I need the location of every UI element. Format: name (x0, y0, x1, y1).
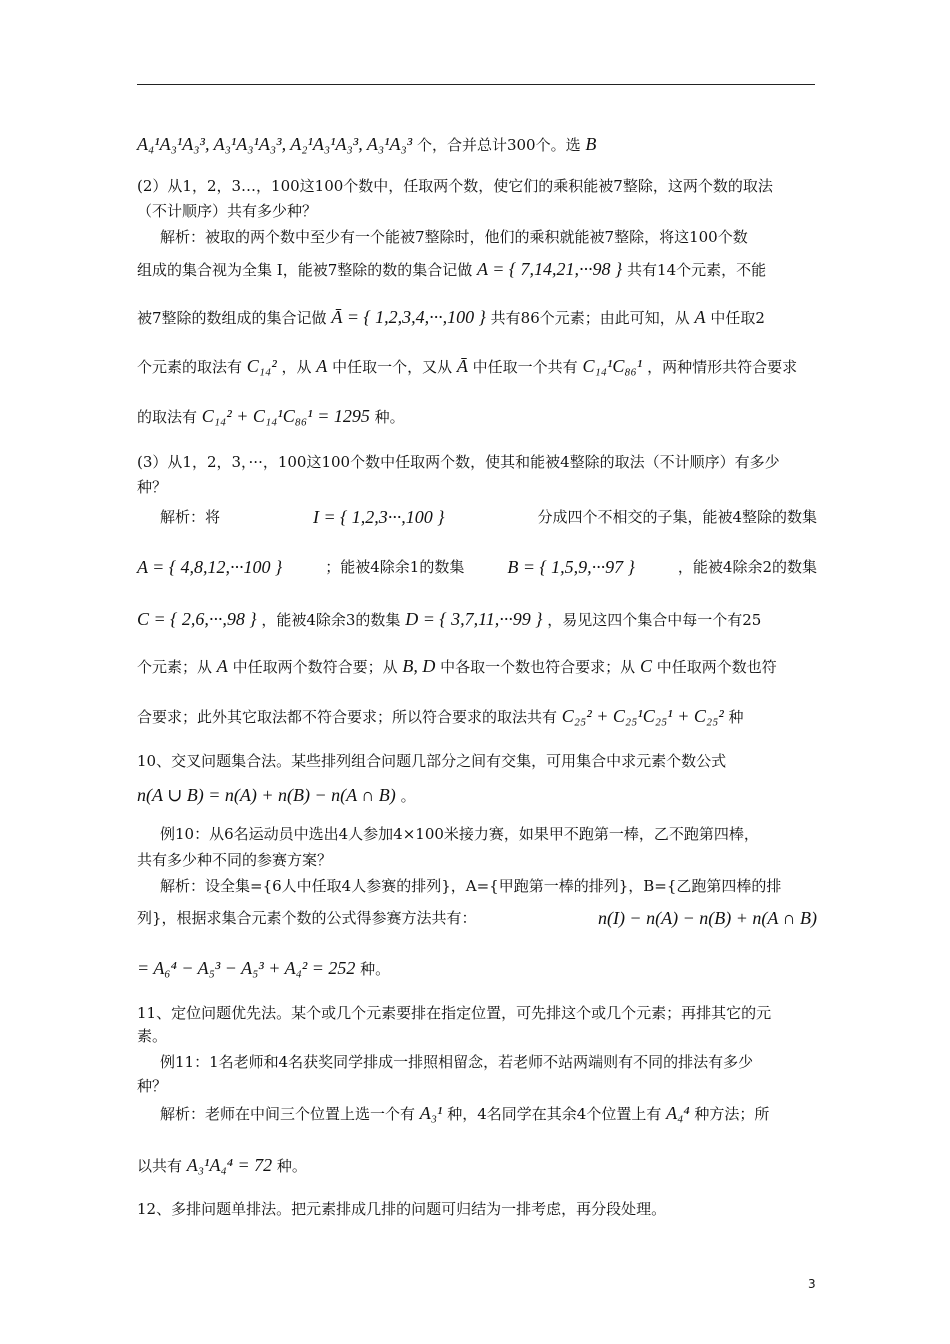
formula: A (216, 656, 228, 676)
text: 共有14个元素，不能 (627, 261, 767, 279)
formula: A₃¹A₄⁴ = 72 (186, 1155, 273, 1175)
section-10-line-1: 10、交叉问题集合法。某些排列组合问题几部分之间有交集，可用集合中求元素个数公式 (137, 752, 727, 770)
text: 中任取两个数符合要；从 (232, 658, 398, 676)
text: 分成四个不相交的子集，能被4整除的数集 (537, 508, 817, 526)
text: 种方法；所 (694, 1105, 770, 1123)
formula: I = { 1,2,3···,100 } (312, 507, 445, 527)
text: 种，4名同学在其余4个位置上有 (447, 1105, 662, 1123)
text: 种。 (276, 1157, 307, 1175)
example-10-line-2: 共有多少种不同的参赛方案？ (137, 851, 333, 869)
text: 个元素；从 (137, 658, 213, 676)
section-10-line-2 (137, 785, 817, 806)
answer-3-line-4 (137, 656, 817, 677)
question-3-line-2: 种？ (137, 478, 168, 496)
example-11-line-2: 种？ (137, 1077, 168, 1095)
page-number: 3 (808, 1277, 816, 1291)
formula: A₃¹ (419, 1103, 443, 1123)
formula: C₂₅² + C₂₅¹C₂₅¹ + C₂₅² (561, 706, 724, 726)
answer-3-line-2 (137, 557, 817, 577)
answer-2-line-2 (137, 259, 817, 280)
text: 列}，根据求集合元素个数的公式得参赛方法共有： (137, 909, 477, 927)
text: 以共有 (137, 1157, 183, 1175)
question-2-line-1: (2）从1，2，3…，100这100个数中，任取两个数，使它们的乘积能被7整除，这两个数的取法 (137, 177, 773, 195)
formula: B, D (402, 656, 436, 676)
text: 被7整除的数组成的集合记做 (137, 309, 327, 327)
formula: Ā = { 1,2,3,4,···,100 } (331, 307, 486, 327)
text: 解析：老师在中间三个位置上选一个有 (160, 1105, 416, 1123)
text: 合要求；此外其它取法都不符合要求；所以符合要求的取法共有 (137, 708, 558, 726)
example-11-line-4 (137, 1155, 817, 1176)
text: 种。 (360, 960, 391, 978)
formula: C₁₄² (246, 356, 277, 376)
formula: Ā (456, 356, 468, 376)
answer-2-line-4 (137, 356, 817, 377)
formula: C₁₄² + C₁₄¹C₈₆¹ = 1295 (201, 406, 370, 426)
text: 个，合并总计300个。选 (416, 136, 581, 154)
text: 中任取一个，又从 (332, 358, 453, 376)
text: 种 (728, 708, 744, 726)
text: ，从 (281, 358, 312, 376)
example-10-line-4 (137, 908, 817, 928)
section-11-line-1: 11、定位问题优先法。某个或几个元素要排在指定位置，可先排这个或几个元素；再排其它的元 (137, 1004, 772, 1022)
text: 中任取一个共有 (472, 358, 578, 376)
formula: A (316, 356, 328, 376)
formula: A = { 4,8,12,···100 } (137, 557, 283, 577)
formula: n(A ∪ B) = n(A) + n(B) − n(A ∩ B) (137, 785, 396, 805)
formula: A (694, 307, 706, 327)
question-2-line-2: （不计顺序）共有多少种？ (137, 202, 318, 220)
example-11-line-1: 例11：1名老师和4名获奖同学排成一排照相留念，若老师不站两端则有不同的排法有多少 (160, 1053, 754, 1071)
formula: C = { 2,6,···,98 } (137, 609, 257, 629)
line-1 (137, 134, 817, 155)
formula: B (585, 134, 597, 154)
formula: A₄¹A₃¹A₃³, A₃¹A₃¹A₃³, A₂¹A₃¹A₃³, A₃¹A₃³ (137, 134, 413, 154)
text: 中任取两个数也符 (656, 658, 777, 676)
text: 。 (400, 787, 416, 805)
formula: C₁₄¹C₈₆¹ (582, 356, 643, 376)
text: 个元素的取法有 (137, 358, 243, 376)
formula: D = { 3,7,11,···99 } (405, 609, 543, 629)
formula: C (639, 656, 652, 676)
section-11-line-2: 素。 (137, 1027, 168, 1045)
section-12-line-1: 12、多排问题单排法。把元素排成几排的问题可归结为一排考虑，再分段处理。 (137, 1200, 667, 1218)
header-rule (137, 84, 815, 85)
text: 组成的集合视为全集 I，能被7整除的数的集合记做 (137, 261, 473, 279)
formula: A = { 7,14,21,···98 } (477, 259, 623, 279)
formula: A₄⁴ (666, 1103, 690, 1123)
example-10-line-5 (137, 958, 817, 979)
answer-2-line-1: 解析：被取的两个数中至少有一个能被7整除时，他们的乘积就能被7整除，将这100个数 (160, 228, 748, 246)
answer-2-line-3 (137, 307, 817, 328)
example-10-line-1: 例10：从6名运动员中选出4人参加4×100米接力赛，如果甲不跑第一棒，乙不跑第四棒， (160, 825, 759, 843)
formula: = A₆⁴ − A₅³ − A₅³ + A₄² = 252 (137, 958, 356, 978)
text: ，能被4除余2的数集 (677, 558, 817, 576)
text: 的取法有 (137, 408, 198, 426)
text: 共有86个元素；由此可知，从 (490, 309, 690, 327)
answer-3-line-5 (137, 706, 817, 727)
answer-2-line-5 (137, 406, 817, 427)
text: 中任取2 (710, 309, 765, 327)
text: ；能被4除余1的数集 (325, 558, 465, 576)
text: ，易见这四个集合中每一个有25 (547, 611, 762, 629)
example-10-line-3: 解析：设全集={6人中任取4人参赛的排列}，A={甲跑第一棒的排列}，B={乙跑第四棒的排 (160, 877, 782, 895)
text: 种。 (374, 408, 405, 426)
text: ，能被4除余3的数集 (261, 611, 401, 629)
formula: B = { 1,5,9,···97 } (507, 557, 635, 577)
question-3-line-1: (3）从1，2，3，···，100这100个数中任取两个数，使其和能被4整除的取法（不计顺序）有多少 (137, 453, 780, 471)
text: 中各取一个数也符合要求；从 (440, 658, 636, 676)
text: 解析：将 (160, 508, 221, 526)
answer-3-line-1 (160, 507, 817, 527)
text: ，两种情形共符合要求 (647, 358, 798, 376)
answer-3-line-3 (137, 609, 817, 630)
example-11-line-3 (160, 1103, 817, 1124)
formula: n(I) − n(A) − n(B) + n(A ∩ B) (597, 908, 817, 928)
